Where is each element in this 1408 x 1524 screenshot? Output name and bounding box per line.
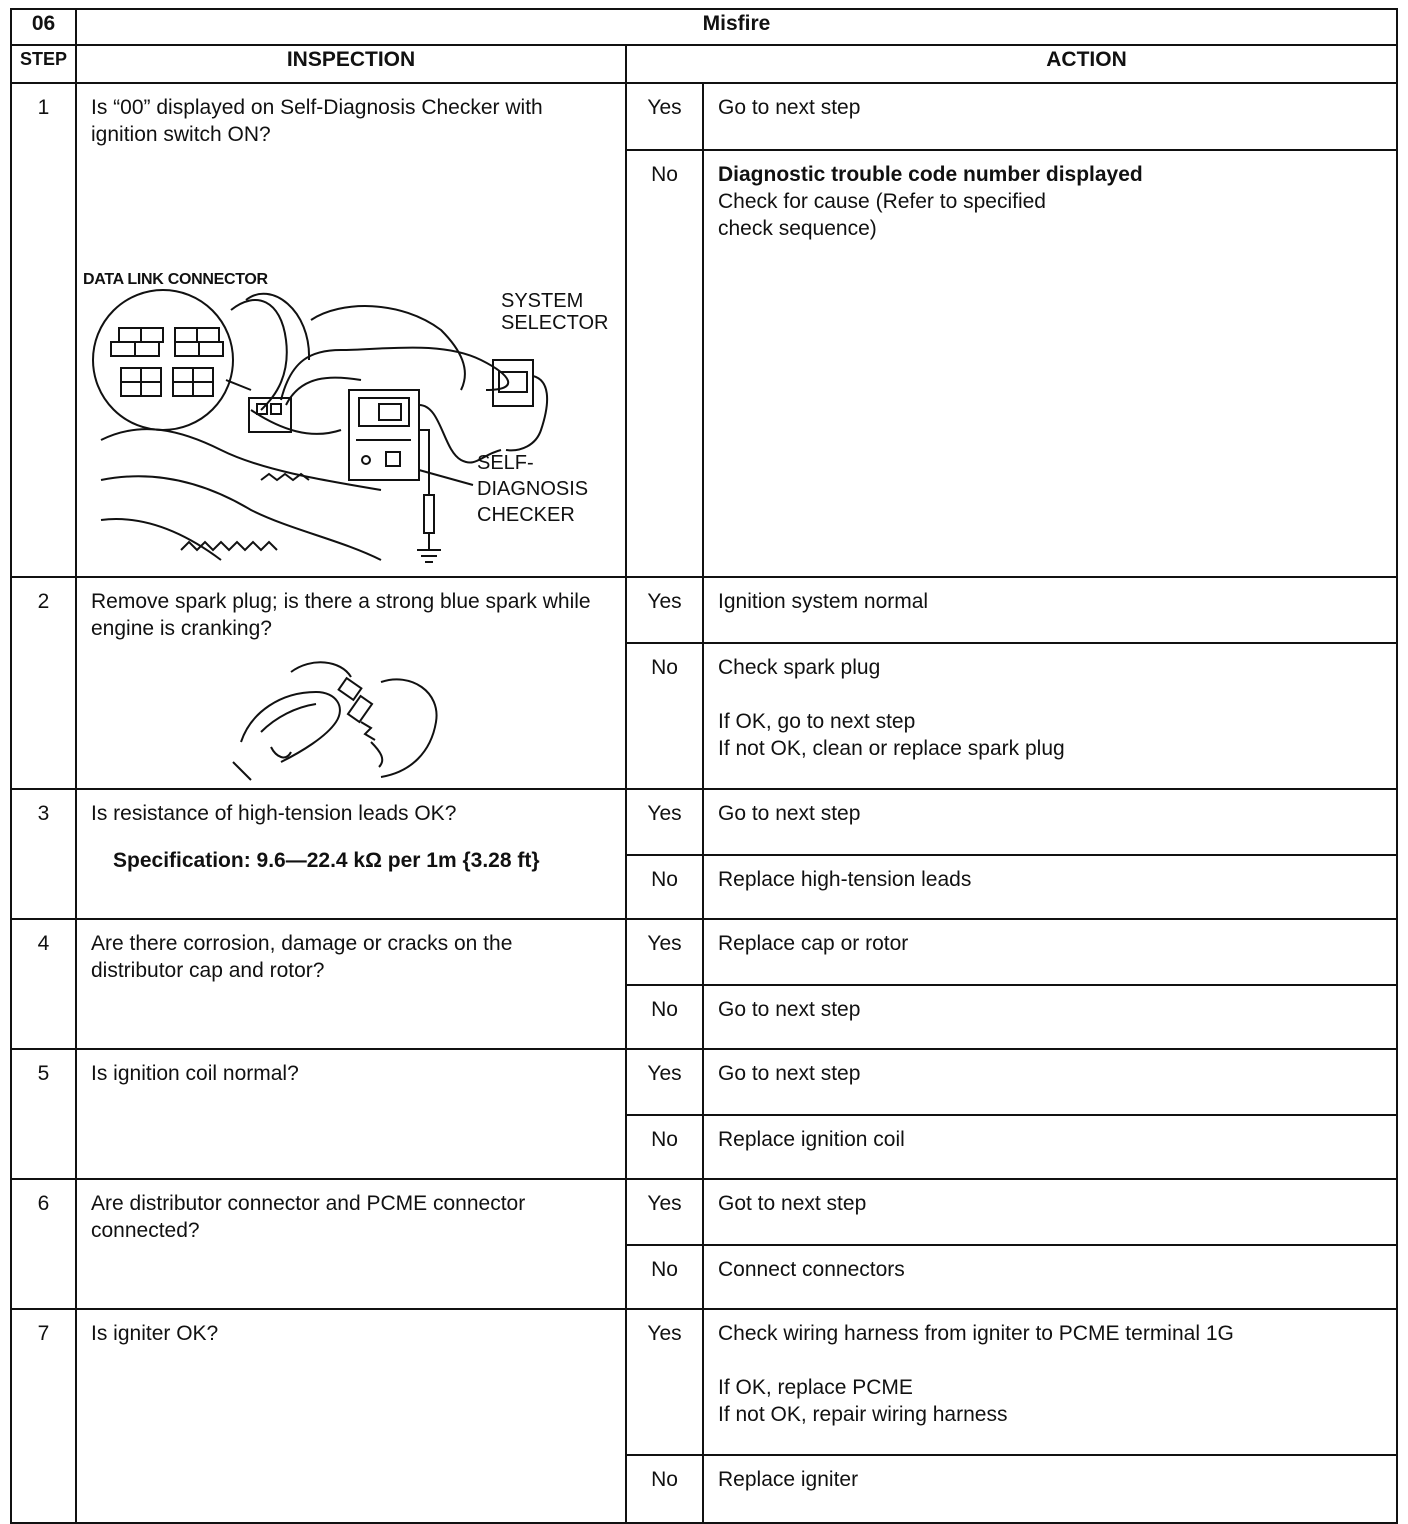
- no-action: Replace ignition coil: [703, 1115, 1397, 1179]
- no-label: No: [626, 985, 703, 1049]
- no-action: Replace igniter: [703, 1455, 1397, 1523]
- inspection-cell: [76, 919, 626, 1049]
- no-label: No: [626, 150, 703, 577]
- no-action: [703, 150, 1397, 577]
- engine-checker-illustration: [81, 280, 611, 580]
- yes-action: Go to next step: [703, 1049, 1397, 1115]
- yes-label: Yes: [626, 1179, 703, 1245]
- yes-label: Yes: [626, 1049, 703, 1115]
- step-number: 3: [11, 789, 76, 919]
- no-label: No: [626, 1115, 703, 1179]
- inspection-cell: [76, 1049, 626, 1179]
- procedure-code: 06: [11, 9, 76, 45]
- yes-action: [703, 1309, 1397, 1455]
- step-row: [11, 577, 1397, 643]
- yes-action-line: If not OK, repair wiring harness: [718, 1403, 1008, 1426]
- no-label: No: [626, 1455, 703, 1523]
- step-number: 2: [11, 577, 76, 789]
- yes-label: Yes: [626, 919, 703, 985]
- yes-action-line: Check wiring harness from igniter to PCME terminal 1G: [718, 1322, 1234, 1345]
- inspection-text: Is ignition coil normal?: [91, 1062, 299, 1085]
- spark-plug-illustration: [231, 652, 451, 782]
- no-action-line: If not OK, clean or replace spark plug: [718, 737, 1065, 760]
- checker-label-3: CHECKER: [477, 504, 575, 526]
- no-label: No: [626, 855, 703, 919]
- specification-text: Specification: 9.6—22.4 kΩ per 1m {3.28 ft}: [113, 849, 540, 872]
- inspection-column-header: [76, 45, 626, 83]
- step-number: 4: [11, 919, 76, 1049]
- step-row: [11, 1049, 1397, 1115]
- step-number: 6: [11, 1179, 76, 1309]
- checker-label-2: DIAGNOSIS: [477, 478, 589, 500]
- yes-action: Go to next step: [703, 83, 1397, 150]
- inspection-cell: [76, 577, 626, 789]
- inspection-text: Is igniter OK?: [91, 1322, 219, 1345]
- no-action: [703, 643, 1397, 789]
- no-action-line: Check spark plug: [718, 656, 881, 679]
- no-action-line: If OK, go to next step: [718, 710, 916, 733]
- step-row: [11, 1309, 1397, 1455]
- procedure-title: Misfire: [76, 9, 1397, 45]
- title-row: [11, 9, 1397, 45]
- inspection-cell: [76, 83, 626, 577]
- yes-action: Ignition system normal: [703, 577, 1397, 643]
- inspection-text: Remove spark plug; is there a strong blue spark while engine is cranking?: [91, 590, 591, 640]
- inspection-text: Are distributor connector and PCME connector connected?: [91, 1192, 526, 1242]
- no-label: No: [626, 1245, 703, 1309]
- self-diagnosis-figure: [83, 266, 613, 576]
- yes-label: Yes: [626, 577, 703, 643]
- step-number: 1: [11, 83, 76, 577]
- yes-action: Replace cap or rotor: [703, 919, 1397, 985]
- step-row: [11, 83, 1397, 150]
- inspection-text: Is resistance of high-tension leads OK?: [91, 802, 457, 825]
- inspection-cell: [76, 1309, 626, 1523]
- yes-action: Go to next step: [703, 789, 1397, 855]
- no-action-title: Diagnostic trouble code number displayed: [718, 162, 1143, 186]
- step-number: 5: [11, 1049, 76, 1179]
- yes-label: Yes: [626, 83, 703, 150]
- inspection-header-label: INSPECTION: [286, 48, 416, 71]
- step-number: 7: [11, 1309, 76, 1523]
- action-column-header: ACTION: [626, 45, 1397, 83]
- yes-action-line: If OK, replace PCME: [718, 1376, 913, 1399]
- step-column-header: STEP: [11, 45, 76, 83]
- inspection-cell: [76, 789, 626, 919]
- no-label: No: [626, 643, 703, 789]
- yes-action: Got to next step: [703, 1179, 1397, 1245]
- inspection-cell: [76, 1179, 626, 1309]
- step-row: [11, 789, 1397, 855]
- system-selector-label-2: SELECTOR: [501, 312, 609, 334]
- no-action-line: check sequence): [718, 216, 877, 240]
- checker-label-1: SELF-: [477, 452, 534, 474]
- step-row: [11, 919, 1397, 985]
- yes-label: Yes: [626, 1309, 703, 1455]
- no-action: Go to next step: [703, 985, 1397, 1049]
- no-action-line: Check for cause (Refer to specified: [718, 189, 1046, 213]
- data-link-connector-label: DATA LINK CONNECTOR: [83, 271, 268, 288]
- column-header-row: [11, 45, 1397, 83]
- yes-label: Yes: [626, 789, 703, 855]
- system-selector-label-1: SYSTEM: [501, 290, 584, 312]
- inspection-text: Are there corrosion, damage or cracks on the distributor cap and rotor?: [91, 932, 513, 982]
- troubleshooting-table: [10, 8, 1398, 1524]
- no-action: Connect connectors: [703, 1245, 1397, 1309]
- step-row: [11, 1179, 1397, 1245]
- no-action: Replace high-tension leads: [703, 855, 1397, 919]
- inspection-text: Is “00” displayed on Self-Diagnosis Checker with ignition switch ON?: [91, 96, 543, 146]
